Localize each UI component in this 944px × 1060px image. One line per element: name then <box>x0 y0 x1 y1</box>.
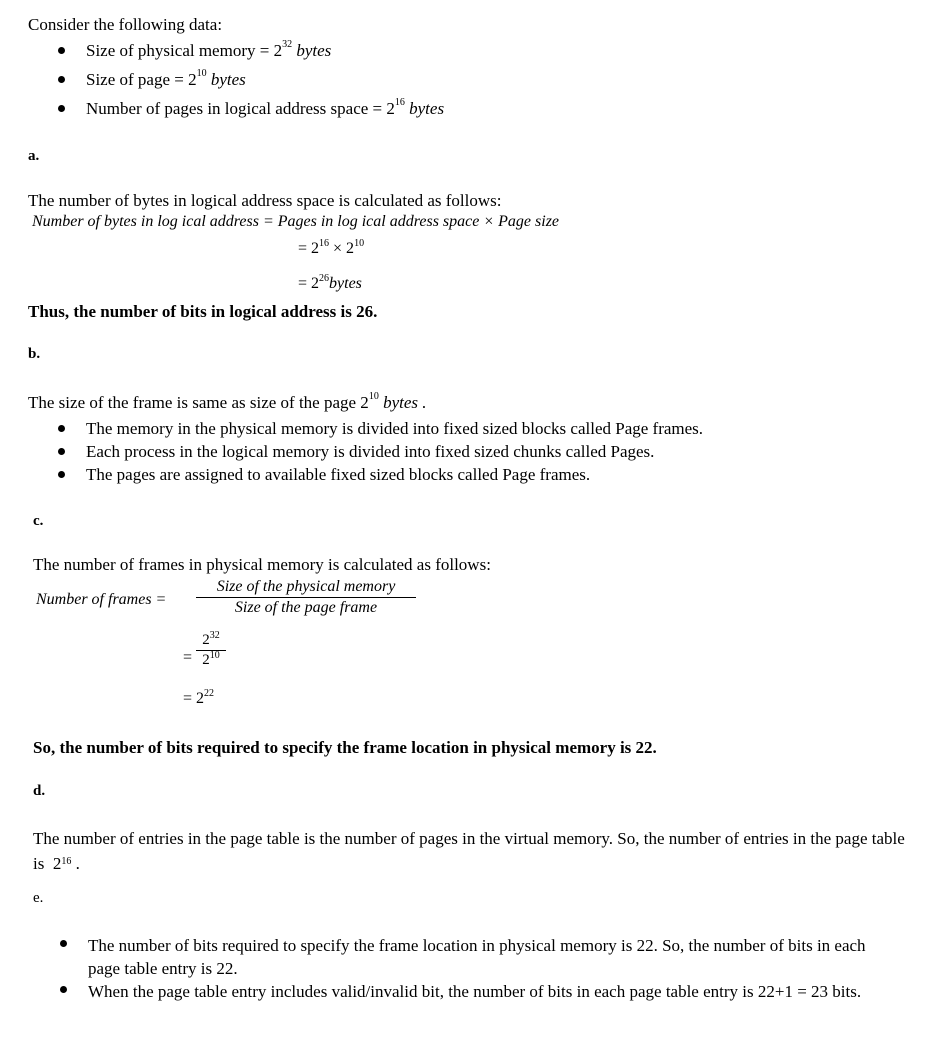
part-a-text: The number of bytes in logical address space is calculated as follows: <box>28 191 502 210</box>
part-b-item: The memory in the physical memory is divided into fixed sized blocks called Page frames. <box>86 419 704 438</box>
intro-item-physical-memory: Size of physical memory = $2^{32}$ bytes <box>86 39 332 60</box>
part-e-item: The number of bits required to specify the frame location in physical memory is 22. So, the number of bits in each page table entry is 22. <box>88 936 866 978</box>
bullet-icon <box>58 425 65 432</box>
part-b-item: The pages are assigned to available fixed sized blocks called Page frames. <box>86 465 591 484</box>
part-d-text: The number of entries in the page table is the number of pages in the virtual memory. So, the number of entries in the page table is $2^{16}$ . <box>33 829 905 873</box>
part-b-item: Each process in the logical memory is divided into fixed sized chunks called Pages. <box>86 442 655 461</box>
part-e-item: When the page table entry includes valid/invalid bit, the number of bits in each page table entry is 22+1 = 23 bits. <box>88 982 862 1001</box>
part-a-label: a. <box>28 148 40 164</box>
intro-item-page-size: Size of page = $2^{10}$ bytes <box>86 68 246 89</box>
part-c-text: The number of frames in physical memory is calculated as follows: <box>33 555 491 574</box>
bullet-icon <box>58 76 65 83</box>
part-a-conclusion: Thus, the number of bits in logical address is 26. <box>28 302 378 321</box>
part-b-text: The size of the frame is same as size of the page $2^{10}$ bytes . <box>28 391 427 412</box>
bullet-icon <box>60 986 67 993</box>
part-c-step2: = $2^{22}$ <box>183 688 215 707</box>
intro-item-pages-count: Number of pages in logical address space = $2^{16}$ bytes <box>86 97 445 118</box>
part-c-step1-fraction: $2^{32}$ $2^{10}$ <box>196 632 226 669</box>
part-a-step2: = $2^{26}bytes$ <box>298 273 362 292</box>
bullet-icon <box>60 940 67 947</box>
bullet-icon <box>58 471 65 478</box>
part-a-equation: Number of bytes in log ical address = Pages in log ical address space × Page size <box>32 213 560 230</box>
fraction-bar <box>196 597 416 598</box>
part-c-equation-lhs: Number of frames = <box>36 591 167 608</box>
part-c-conclusion: So, the number of bits required to specify the frame location in physical memory is 22. <box>33 738 657 757</box>
fraction-numerator: Size of the physical memory <box>216 578 396 595</box>
bullet-icon <box>58 448 65 455</box>
part-c-step1-eq: = <box>183 649 193 666</box>
part-a-step1: = $2^{16} \times 2^{10}$ <box>298 238 365 257</box>
part-b-label: b. <box>28 346 41 362</box>
part-c-label: c. <box>33 513 44 529</box>
part-c-fraction <box>196 578 416 617</box>
bullet-icon <box>58 105 65 112</box>
fraction-denominator: Size of the page frame <box>234 599 378 616</box>
part-d-label: d. <box>33 783 46 799</box>
bullet-icon <box>58 47 65 54</box>
part-e-label: e. <box>33 890 44 906</box>
intro-heading: Consider the following data: <box>28 15 223 34</box>
